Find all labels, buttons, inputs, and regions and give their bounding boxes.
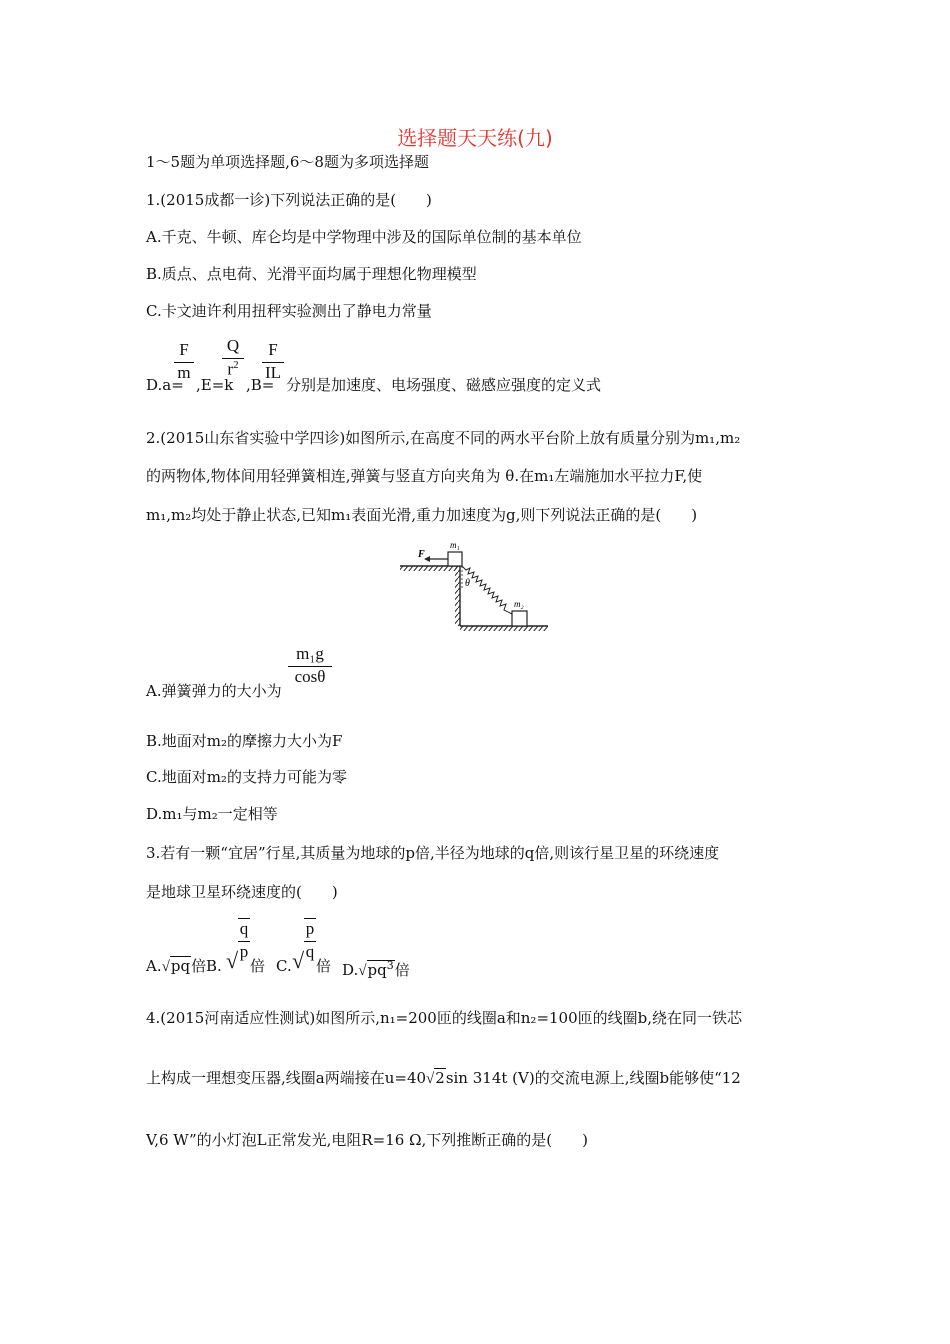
- q3-c-label: C.: [276, 957, 292, 975]
- q1-option-c: C.卡文迪许利用扭秤实验测出了静电力常量: [146, 302, 432, 320]
- q3-line2: 是地球卫星环绕速度的( ): [146, 883, 338, 901]
- q3-option-d: $D.√pq^3$倍: [342, 959, 410, 979]
- q3-c-unit: 倍: [316, 957, 332, 975]
- fraction-denominator: p: [239, 942, 249, 961]
- q3-d-unit: 倍: [394, 961, 410, 979]
- q3-line1: 3.若有一颗“宜居”行星,其质量为地球的p倍,半径为地球的q倍,则该行星卫星的环绕速度: [146, 844, 720, 862]
- fraction-numerator: p: [305, 919, 315, 938]
- m2-label: m₂: [514, 599, 524, 609]
- fraction-denominator: $r^2$: [222, 358, 244, 380]
- q3-b-label: B.: [206, 957, 222, 975]
- block-m2: [512, 611, 527, 626]
- block-m1: [448, 552, 462, 566]
- q3-b-unit: 倍: [250, 957, 266, 975]
- q4-radicand: 2: [435, 1069, 445, 1087]
- q2-a-fraction: [288, 644, 332, 687]
- spring: [462, 566, 512, 614]
- q3-a-radicand: pq: [170, 957, 191, 975]
- force-label: F: [418, 549, 425, 560]
- force-arrowhead: [424, 556, 430, 562]
- q1-d-fraction-a: [174, 340, 194, 383]
- q3-b-fraction: [238, 918, 250, 962]
- instructions: 1～5题为单项选择题,6～8题为多项选择题: [146, 153, 429, 171]
- q1-d-prefix: D.a=: [146, 376, 184, 394]
- q4-line3: V,6 W”的小灯泡L正常发光,电阻R=16 Ω,下列推断正确的是( ): [146, 1131, 589, 1149]
- q3-a-label: A.: [146, 957, 162, 975]
- q3-c-fraction: [304, 918, 316, 962]
- fraction-denominator: m: [174, 362, 194, 383]
- q1-d-mid1: ,E=k: [196, 376, 234, 394]
- fraction-numerator: Q: [226, 336, 240, 355]
- upper-ground-hatch: [400, 566, 460, 571]
- q3-c-sqrt: √: [292, 948, 305, 973]
- q1-stem: 1.(2015成都一诊)下列说法正确的是( ): [146, 191, 432, 209]
- spring-blocks-figure: [398, 536, 553, 632]
- fraction-denominator: q: [305, 942, 315, 961]
- q3-a-unit: 倍: [191, 957, 207, 975]
- fraction-numerator: m₁g: [296, 644, 324, 663]
- q2-line1: 2.(2015山东省实验中学四诊)如图所示,在高度不同的两水平台阶上放有质量分别为m₁,m₂: [146, 429, 741, 447]
- q1-d-suffix: 分别是加速度、电场强度、磁感应强度的定义式: [286, 376, 602, 394]
- q2-option-c: C.地面对m₂的支持力可能为零: [146, 768, 347, 786]
- q3-d-label: D.: [342, 961, 359, 979]
- q3-b-sqrt: √: [226, 948, 239, 973]
- q2-a-prefix: A.弹簧弹力的大小为: [146, 682, 282, 700]
- q2-line3: m₁,m₂均处于静止状态,已知m₁表面光滑,重力加速度为g,则下列说法正确的是( ): [146, 506, 698, 524]
- lower-ground-hatch: [460, 626, 548, 631]
- theta-label: θ: [465, 578, 470, 589]
- fraction-denominator: IL: [262, 362, 284, 383]
- q1-option-b: B.质点、点电荷、光滑平面均属于理想化物理模型: [146, 265, 477, 283]
- q1-option-a: A.千克、牛顿、库仑均是中学物理中涉及的国际单位制的基本单位: [146, 228, 582, 246]
- q1-d-fraction-b: [262, 340, 284, 383]
- q4-line2: 上构成一理想变压器,线圈a两端接在u=40√2sin 314t (V)的交流电源上,线圈b能够使“12: [146, 1069, 741, 1087]
- q2-line2: 的两物体,物体间用轻弹簧相连,弹簧与竖直方向夹角为 θ.在m₁左端施加水平拉力F,使: [146, 467, 703, 485]
- wall-hatch: [455, 566, 460, 626]
- fraction-numerator: q: [239, 919, 249, 938]
- q2-option-b: B.地面对m₂的摩擦力大小为F: [146, 732, 343, 750]
- m1-label: m₁: [450, 540, 460, 550]
- fraction-numerator: F: [268, 340, 278, 359]
- fraction-numerator: F: [179, 340, 189, 359]
- q3-options: A.√pq倍: [146, 957, 207, 975]
- fraction-denominator: cosθ: [288, 666, 332, 687]
- q4-line1: 4.(2015河南适应性测试)如图所示,n₁=200匝的线圈a和n₂=100匝的线圈b,绕在同一铁芯: [146, 1009, 743, 1027]
- q1-d-mid2: ,B=: [246, 376, 275, 394]
- q2-option-d: D.m₁与m₂一定相等: [146, 805, 278, 823]
- q1-d-fraction-e: [222, 336, 244, 380]
- q3-d-radicand: $pq^3$: [367, 959, 394, 979]
- page-title: 选择题天天练(九): [397, 126, 553, 150]
